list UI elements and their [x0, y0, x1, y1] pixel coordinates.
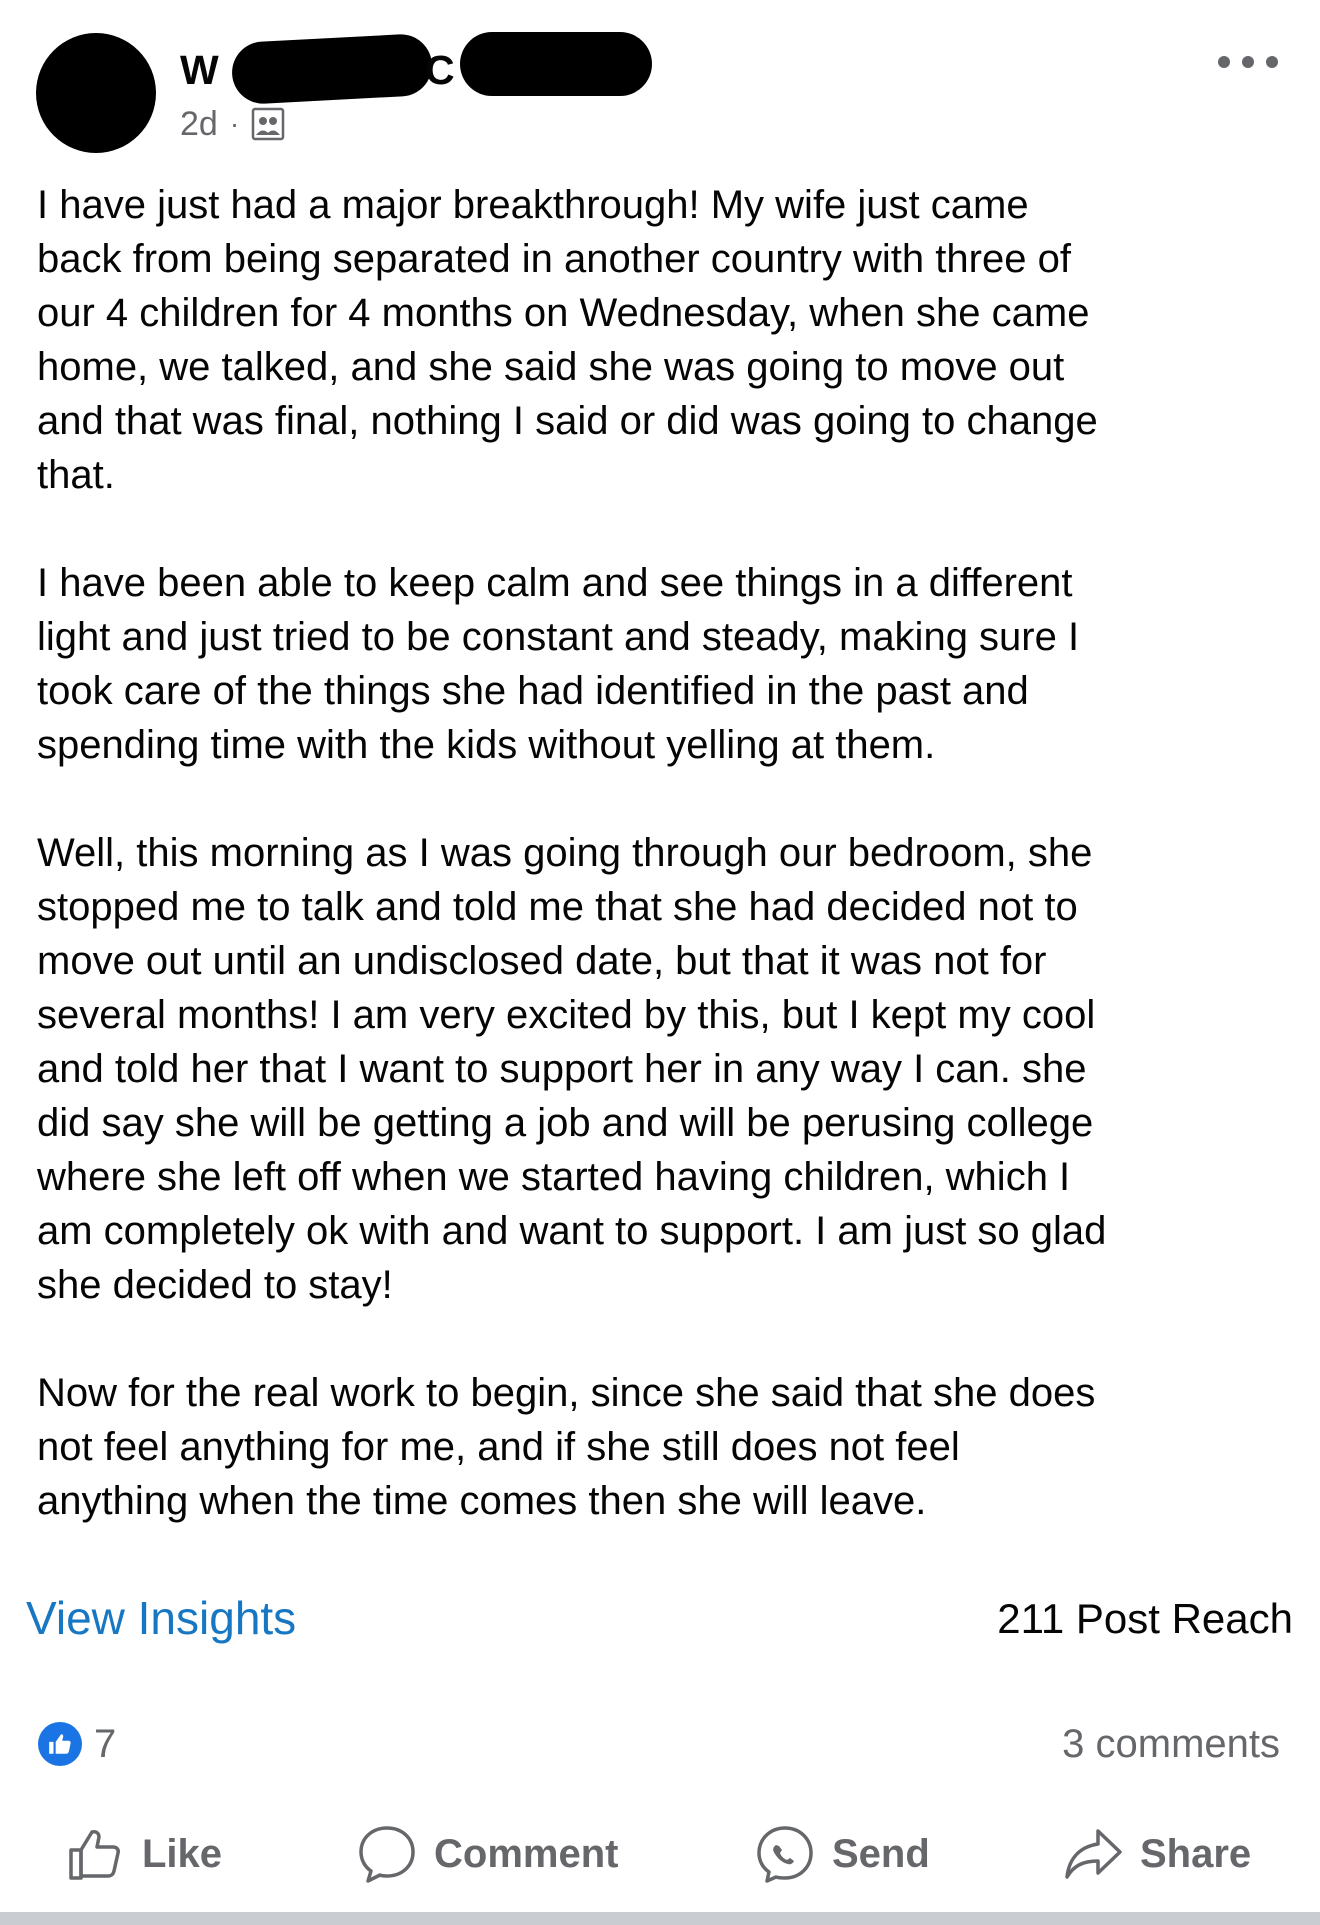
avatar[interactable] — [36, 33, 156, 153]
send-button[interactable] — [754, 1820, 930, 1888]
send-label: Send — [832, 1831, 930, 1876]
like-button[interactable] — [66, 1820, 222, 1888]
author-name-last[interactable]: C — [425, 47, 455, 93]
post-header — [0, 0, 1320, 160]
comments-count[interactable]: 3 comments — [1062, 1722, 1280, 1766]
reactions-row — [0, 1718, 1320, 1774]
messenger-icon — [754, 1823, 816, 1885]
actions-row — [0, 1820, 1320, 1888]
post-paragraph: Now for the real work to begin, since she said that she does not feel anything for me, and if she still does not feel anything when the time comes then she will leave. — [37, 1371, 1096, 1523]
insights-row — [0, 1590, 1320, 1650]
more-horizontal-icon[interactable] — [1218, 50, 1278, 74]
meta-separator: · — [229, 108, 240, 139]
post-reach: 211 Post Reach — [997, 1595, 1293, 1642]
share-icon — [1062, 1823, 1124, 1885]
comment-icon — [356, 1823, 418, 1885]
post-paragraph: I have been able to keep calm and see things in a different light and just tried to be constant and steady, making sure I took care of the things she had identified in the past and spending time with the kids without yelling at them. — [37, 561, 1080, 767]
view-insights-link[interactable]: View Insights — [26, 1592, 297, 1644]
author-name-first[interactable]: W — [180, 47, 219, 93]
post-paragraph: I have just had a major breakthrough! My wife just came back from being separated in another country with three of our 4 children for 4 months on Wednesday, when she came home, we talked, and she said she was going to move out and that was final, nothing I said or did was going to change that. — [37, 183, 1098, 497]
timestamp[interactable]: 2d — [180, 105, 218, 143]
redaction-mark — [460, 32, 652, 96]
redaction-mark — [231, 33, 434, 105]
comment-label: Comment — [434, 1831, 619, 1876]
friends-icon[interactable] — [251, 107, 285, 141]
post-meta — [180, 104, 285, 144]
comment-button[interactable] — [356, 1820, 618, 1888]
like-count[interactable]: 7 — [94, 1722, 117, 1766]
post-body — [37, 178, 1297, 1582]
like-reaction-icon[interactable] — [38, 1722, 82, 1766]
thumbs-up-icon — [66, 1824, 126, 1884]
feed-divider — [0, 1912, 1320, 1925]
like-label: Like — [142, 1831, 223, 1876]
post-paragraph: Well, this morning as I was going through our bedroom, she stopped me to talk and told me that she had decided not to move out until an undisclosed date, but that it was not for several months! I am very excited by this, but I kept my cool and told her that I want to support her in any way I can. she did say she will be getting a job and will be perusing college where she left off when we started having children, which I am completely ok with and want to support. I am just so glad she decided to stay! — [37, 831, 1107, 1307]
share-button[interactable] — [1062, 1820, 1251, 1888]
share-label: Share — [1140, 1831, 1252, 1876]
